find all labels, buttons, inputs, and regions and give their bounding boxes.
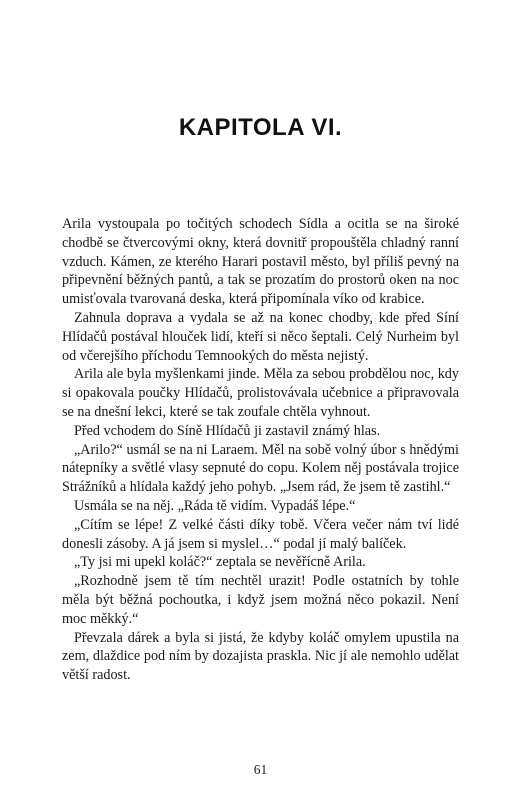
chapter-title: KAPITOLA VI. xyxy=(178,114,343,141)
paragraph: Arila vystoupala po točitých schodech Sídla a ocitla se na široké chodbě se čtvercovými okny, která dovnitř propouštěla chladný ranní vzduch. Kámen, ze kterého Harari postavil město, byl příliš pevný na připevnění běžných pantů, a tak se prozatím do prostorů oken na noc umisťovala tvarovaná deska, která připomínala víko od krabice. xyxy=(62,216,459,308)
page-number: 61 xyxy=(253,762,268,777)
paragraph: „Ty jsi mi upekl koláč?“ zeptala se nevěřícně Arila. xyxy=(74,554,366,571)
paragraph: „Rozhodně jsem tě tím nechtěl urazit! Podle ostatních by tohle měla být běžná pochoutka, i když jsem možná něco pokazil. Není moc měkký.“ xyxy=(62,573,459,627)
paragraph: Usmála se na něj. „Ráda tě vidím. Vypadáš lépe.“ xyxy=(74,497,356,514)
paragraph: „Arilo?“ usmál se na ni Laraem. Měl na sobě volný úbor s hnědými nátepníky a světlé vlasy sepnuté do copu. Kolem něj postávala trojice Strážníků a hlídala každý jeho pohyb. „Jsem rád, že jsem tě zastihl.“ xyxy=(62,441,459,496)
paragraph: Arila ale byla myšlenkami jinde. Měla za sebou probdělou noc, kdy si opakovala poučky Hlídačů, prolistovávala učebnice a připravovala se na dnešní lekci, které se tak zoufale chtěla vyhnout. xyxy=(62,366,459,420)
paragraph: Před vchodem do Síně Hlídačů ji zastavil známý hlas. xyxy=(74,422,381,439)
paragraph: „Cítím se lépe! Z velké části díky tobě. Včera večer nám tví lidé donesli zásoby. A já jsem si myslel…“ podal jí malý balíček. xyxy=(62,516,459,552)
paragraph: Zahnula doprava a vydala se až na konec chodby, kde před Síní Hlídačů postával hlouček lidí, kteří si něco šeptali. Celý Nurheim byl od včerejšího příchodu Temnookých do města nejistý. xyxy=(62,309,459,364)
chapter-body xyxy=(62,215,459,685)
paragraph: Převzala dárek a byla si jistá, že kdyby koláč omylem upustila na zem, dlaždice pod ním by dozajista praskla. Nic jí ale nemohlo udělat větší radost. xyxy=(62,629,459,684)
